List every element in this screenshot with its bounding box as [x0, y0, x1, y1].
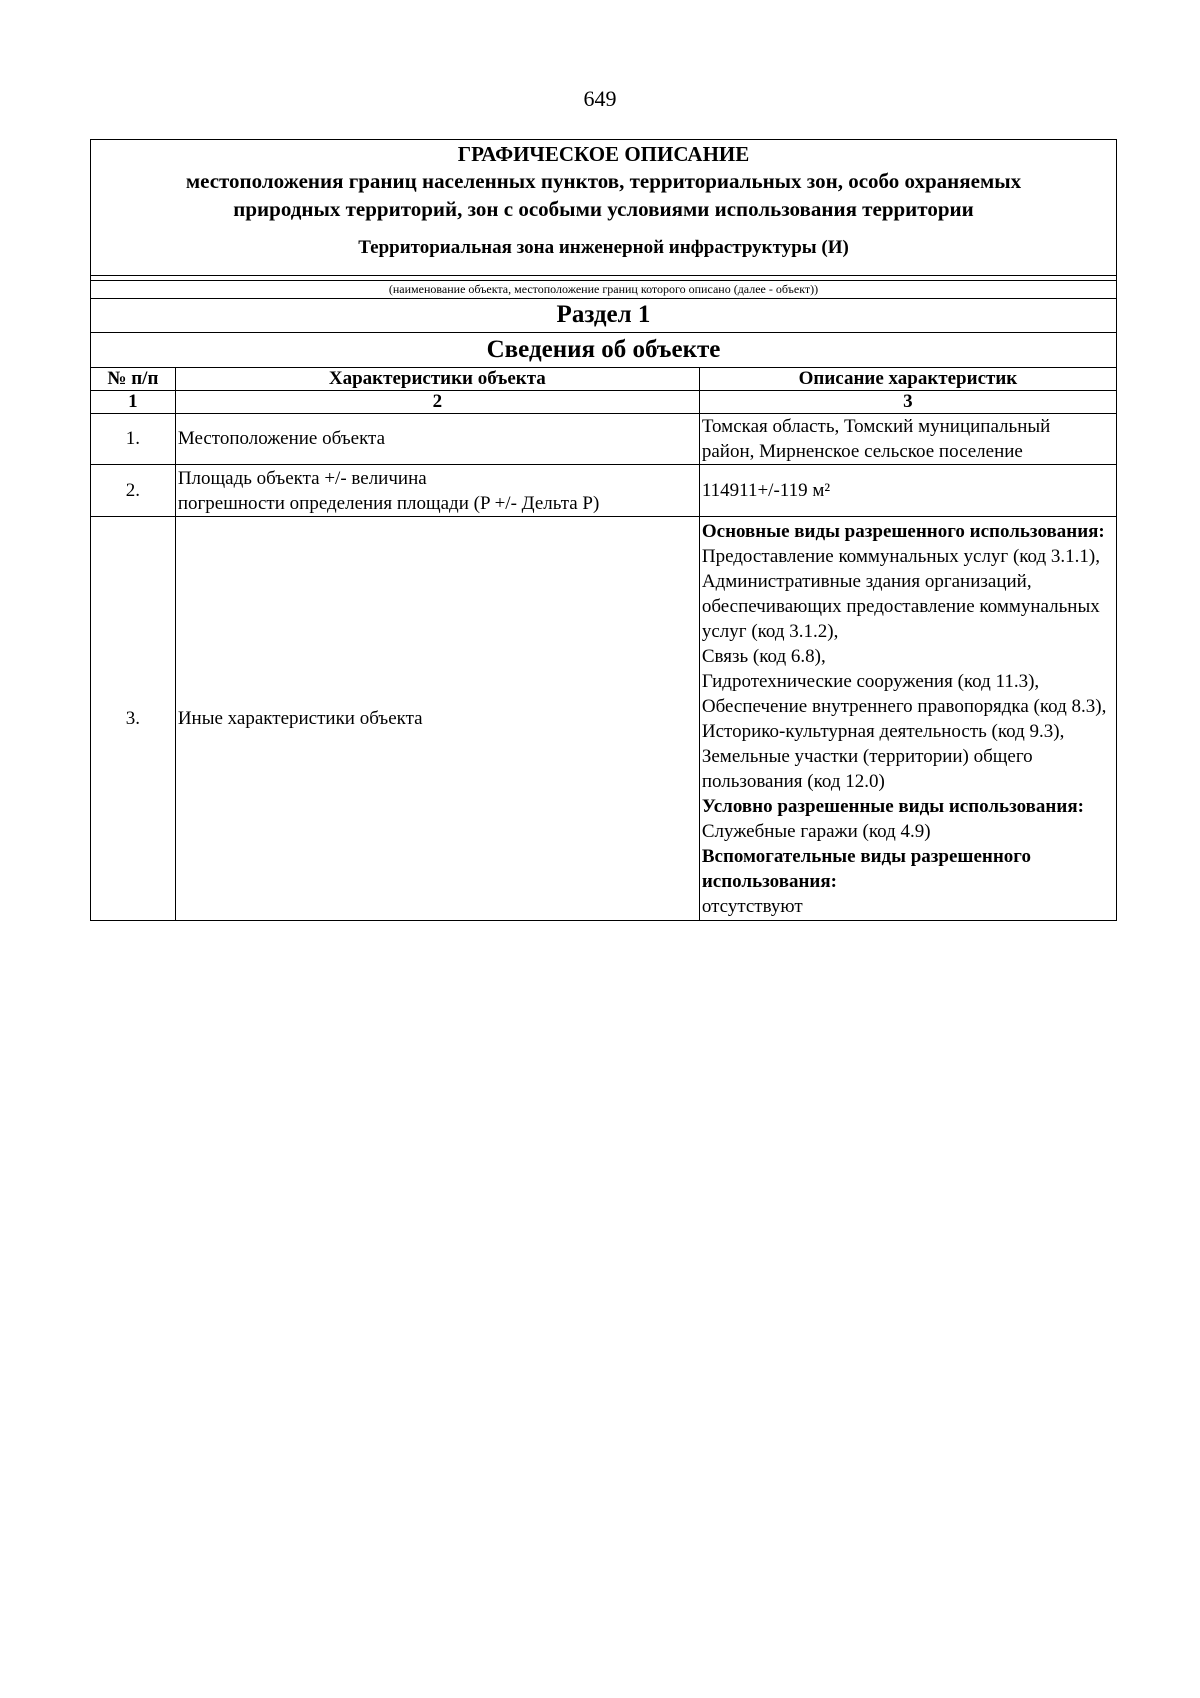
page-number: 649 [583, 86, 617, 111]
table-row [91, 465, 1116, 517]
section-title: Раздел 1 [91, 298, 1116, 332]
column-number-2: 2 [175, 391, 699, 414]
row-number: 2. [91, 465, 175, 517]
section-subtitle: Сведения об объекте [91, 332, 1116, 367]
main-use-item: Административные здания организаций, обеспечивающих предоставление коммунальных услуг (код 3.1.2), [701, 571, 1100, 642]
table-header-row [91, 368, 1116, 391]
permitted-uses [699, 517, 1116, 921]
object-name: Территориальная зона инженерной инфраструктуры (И) [358, 237, 849, 258]
table-row [91, 414, 1116, 465]
location-line-2: район, Мирненское сельское поселение [701, 441, 1023, 462]
document-frame [90, 139, 1117, 921]
column-number-1: 1 [91, 391, 175, 414]
main-use-item: Связь (код 6.8), [701, 646, 826, 667]
document-header [91, 140, 1116, 275]
main-uses-heading: Основные виды разрешенного использования: [701, 521, 1105, 542]
row-characteristic [175, 465, 699, 517]
conditional-use-item: Служебные гаражи (код 4.9) [701, 821, 931, 842]
object-info-table [91, 367, 1116, 920]
area-label-line-1: Площадь объекта +/- величина [177, 467, 427, 489]
area-label-line-2: погрешности определения площади (P +/- Дельта P) [177, 492, 600, 514]
auxiliary-uses-heading: Вспомогательные виды разрешенного использования: [701, 846, 1031, 892]
column-header-description: Описание характеристик [699, 368, 1116, 391]
location-line-1: Томская область, Томский муниципальный [701, 416, 1051, 437]
main-use-item: Земельные участки (территории) общего пользования (код 12.0) [701, 746, 1033, 792]
auxiliary-use-item: отсутствуют [701, 896, 803, 917]
main-use-item: Предоставление коммунальных услуг (код 3.1.1), [701, 546, 1101, 567]
row-description [699, 414, 1116, 465]
conditional-uses-heading: Условно разрешенные виды использования: [701, 796, 1084, 817]
column-header-number: № п/п [91, 368, 175, 391]
main-use-item: Историко-культурная деятельность (код 9.3), [701, 721, 1065, 742]
column-header-characteristics: Характеристики объекта [175, 368, 699, 391]
object-name-caption: (наименование объекта, местоположение границ которого описано (далее - объект)) [91, 280, 1116, 298]
row-number: 3. [91, 517, 175, 921]
table-row [91, 517, 1116, 921]
document-title: ГРАФИЧЕСКОЕ ОПИСАНИЕ [457, 142, 750, 166]
column-number-row [91, 391, 1116, 414]
column-number-3: 3 [699, 391, 1116, 414]
main-use-item: Гидротехнические сооружения (код 11.3), [701, 671, 1040, 692]
area-value: 114911+/-119 м² [699, 465, 1116, 517]
document-subtitle-line-2: природных территорий, зон с особыми условиями использования территории [233, 197, 974, 221]
document-subtitle-line-1: местоположения границ населенных пунктов, территориальных зон, особо охраняемых [185, 169, 1022, 193]
row-number: 1. [91, 414, 175, 465]
main-use-item: Обеспечение внутреннего правопорядка (код 8.3), [701, 696, 1107, 717]
row-characteristic: Местоположение объекта [175, 414, 699, 465]
row-characteristic: Иные характеристики объекта [175, 517, 699, 921]
